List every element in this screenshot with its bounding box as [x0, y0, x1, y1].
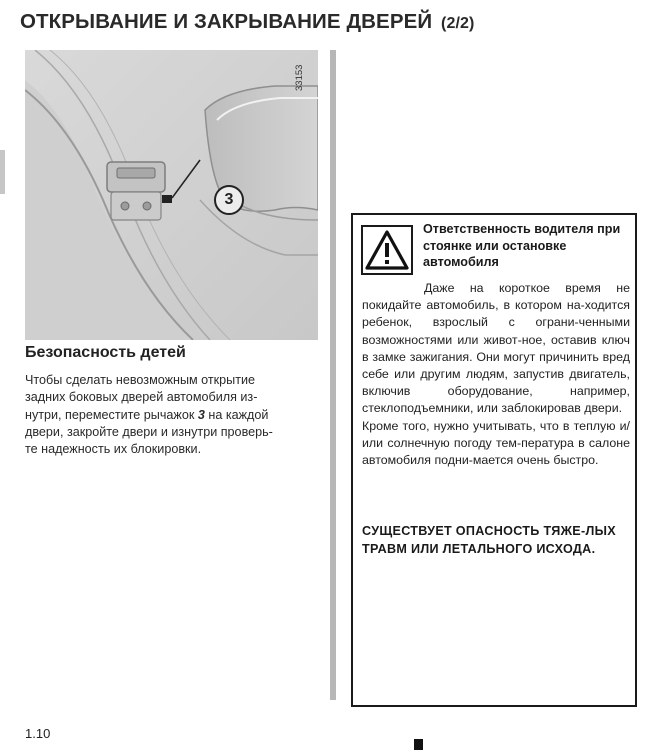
page-title-text: ОТКРЫВАНИЕ И ЗАКРЫВАНИЕ ДВЕРЕЙ: [20, 10, 433, 33]
warning-paragraph: Даже на короткое время не покидайте автомобиль, в котором на-ходится ребенок, взрослый с ограни-ченными возможностями или живот-ное, оставив ключ в замке зажигания. Они могут причинить вред себе или другим людям, запустив двигатель, включив оборудование, например, стеклоподъемники, или заблокировав двери.: [362, 281, 630, 416]
door-lock-illustration: [25, 50, 318, 340]
warning-body: [362, 280, 630, 469]
child-safety-line: задних боковых дверей автомобиля из-: [25, 390, 258, 405]
page-part-indicator: (2/2): [441, 15, 475, 32]
page-number: 1.10: [25, 726, 51, 741]
warning-paragraph: Кроме того, нужно учитывать, что в теплую и/или солнечную погоду тем-пература в салоне автомобиля подни-мается очень быстро.: [362, 418, 630, 468]
child-safety-line-part: на каждой: [208, 407, 269, 422]
page-edge-marker: [414, 739, 423, 750]
child-safety-line: те надежность их блокировки.: [25, 442, 202, 457]
child-lock-lever: [162, 195, 172, 203]
warning-danger-statement: СУЩЕСТВУЕТ ОПАСНОСТЬ ТЯЖЕ-ЛЫХ ТРАВМ ИЛИ ЛЕТАЛЬНОГО ИСХОДА.: [362, 524, 616, 556]
section-tab-marker: [0, 150, 5, 194]
figure-number: 33153: [294, 64, 305, 92]
warning-triangle-graphic: [363, 227, 411, 273]
door-lock-drawing: [25, 50, 318, 340]
driver-responsibility-warning-box: [351, 213, 637, 707]
child-safety-line: Чтобы сделать невозможным открытие: [25, 373, 256, 387]
callout-3-label: 3: [214, 185, 244, 215]
page-title: [20, 10, 474, 34]
child-safety-heading: Безопасность детей: [25, 344, 186, 361]
warning-triangle-icon: [361, 225, 413, 275]
child-safety-line: двери, закройте двери и изнутри проверь-: [25, 424, 273, 439]
child-safety-line-part: нутри, переместите рычажок: [25, 407, 195, 422]
warning-title: Ответственность водителя при стоянке или остановке автомобиля: [423, 222, 621, 269]
child-safety-text: [25, 372, 315, 458]
child-safety-line: [25, 407, 315, 424]
column-divider: [330, 50, 336, 700]
lever-number: 3: [197, 407, 205, 422]
